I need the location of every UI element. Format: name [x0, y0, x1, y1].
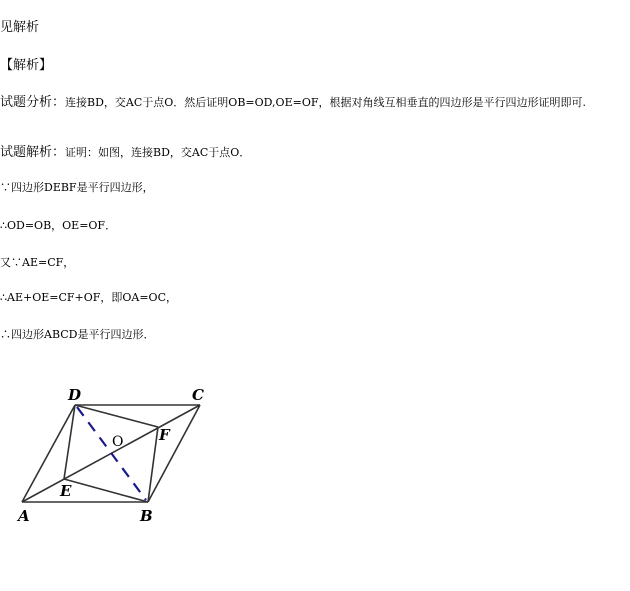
- proof-step-3: 又∵AE=CF，: [0, 256, 75, 269]
- solution-label: 试题解析：: [0, 145, 66, 160]
- proof-step-2: ∴OD=OB，OE=OF．: [0, 219, 117, 232]
- segment-eb: [64, 479, 148, 502]
- label-o: O: [112, 434, 124, 450]
- analysis-paragraph: [0, 97, 630, 108]
- segment-bf: [148, 427, 158, 502]
- solution-text: 证明：如图，连接BD，交AC于点O．: [65, 146, 251, 159]
- answer-line: 见解析: [0, 20, 40, 35]
- geometry-figure: [0, 378, 240, 538]
- analysis-text: 连接BD，交AC于点O．然后证明OB=OD,OE=OF，根据对角线互相垂直的四边形是平行四边形证明即可.: [65, 96, 586, 109]
- proof-step-4: ∴AE+OE=CF+OF，即OA=OC，: [0, 291, 177, 304]
- label-a: A: [18, 507, 30, 525]
- label-b: B: [140, 507, 153, 525]
- proof-step-5: ∴四边形ABCD是平行四边形．: [0, 328, 155, 341]
- label-f: F: [159, 426, 170, 444]
- proof-step-1: ∵四边形DEBF是平行四边形，: [0, 181, 154, 194]
- section-heading: 【解析】: [0, 58, 53, 73]
- analysis-label: 试题分析：: [0, 95, 66, 110]
- label-e: E: [60, 482, 72, 500]
- label-d: D: [68, 386, 82, 404]
- label-c: C: [192, 386, 204, 404]
- solution-paragraph: [0, 145, 250, 161]
- segment-fd: [75, 405, 158, 427]
